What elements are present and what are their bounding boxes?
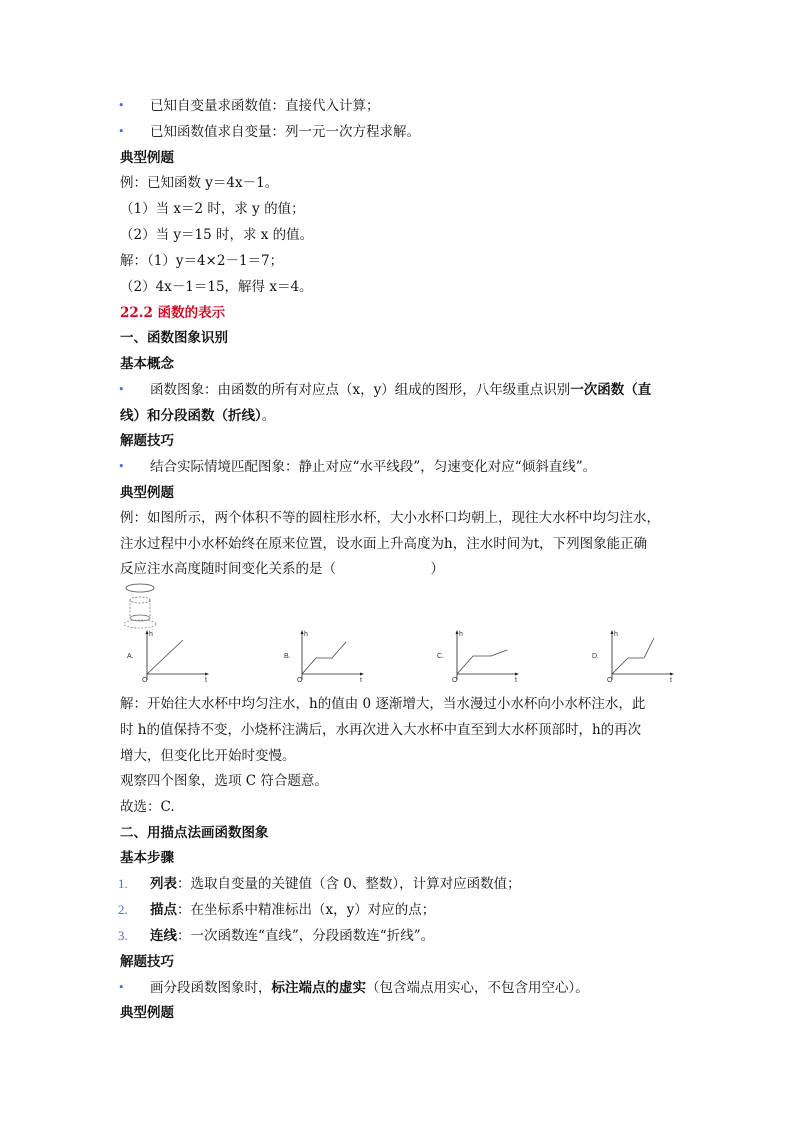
subsection-title: 二、用描点法画函数图象 — [120, 825, 269, 841]
bullet-icon: • — [118, 99, 125, 112]
heading-basic-concept: 基本概念 — [120, 356, 174, 372]
axis-label-h: h — [614, 631, 618, 638]
cups-figure — [118, 582, 168, 632]
graph-option-c — [435, 628, 525, 684]
axis-label-t: t — [515, 677, 517, 684]
axis-label-t: t — [670, 677, 672, 684]
solution-1: 解：（1）y＝4×2－1＝7； — [120, 253, 284, 269]
graph-option-a — [125, 628, 215, 684]
option-label-b: B. — [284, 653, 291, 660]
concept-line: 函数图象：由函数的所有对应点（x，y）组成的图形，八年级重点识别一次函数（直 — [150, 382, 652, 398]
text-line: 已知自变量求函数值：直接代入计算； — [150, 98, 380, 114]
axis-label-h: h — [459, 631, 463, 638]
option-label-d: D. — [592, 653, 599, 660]
graph-option-b — [280, 628, 370, 684]
solution-2: （2）4x－1＝15，解得 x＝4。 — [120, 279, 313, 295]
section-title: 22.2 函数的表示 — [120, 305, 226, 321]
concept-line-cont: 线）和分段函数（折线）。 — [120, 408, 276, 424]
bullet-icon: • — [118, 125, 125, 138]
heading-tips: 解题技巧 — [120, 954, 174, 970]
tip-line: 结合实际情境匹配图象：静止对应“水平线段”，匀速变化对应“倾斜直线”。 — [150, 459, 597, 475]
example-statement: 例：已知函数 y＝4x－1。 — [120, 175, 279, 191]
bullet-icon: • — [118, 981, 125, 994]
bullet-icon: • — [118, 460, 125, 473]
text-line: 已知函数值求自变量：列一元一次方程求解。 — [150, 124, 420, 140]
solution-text: 解：开始往大水杯中均匀注水，h的值由 0 逐渐增大，当水漫过小水杯向小水杯注水，此 — [120, 696, 646, 712]
origin-label: O — [142, 677, 148, 684]
heading-tips: 解题技巧 — [120, 433, 174, 449]
step-number: 3. — [118, 928, 128, 943]
heading-basic-steps: 基本步骤 — [120, 850, 174, 866]
origin-label: O — [452, 677, 458, 684]
subsection-title: 一、函数图象识别 — [120, 330, 228, 346]
bullet-icon: • — [118, 383, 125, 396]
origin-label: O — [297, 677, 303, 684]
step-number: 1. — [118, 876, 128, 891]
solution-text: 增大，但变化比开始时变慢。 — [120, 748, 296, 764]
question-1: （1）当 x＝2 时，求 y 的值； — [120, 201, 305, 217]
axis-label-h: h — [149, 631, 153, 638]
axis-label-t: t — [360, 677, 362, 684]
step-2: 描点：在坐标系中精准标出（x，y）对应的点； — [150, 902, 436, 918]
example-text: 反应注水高度随时间变化关系的是（ ） — [120, 561, 444, 577]
answer: 故选：C. — [120, 799, 175, 815]
solution-text: 时 h的值保持不变，小烧杯注满后，水再次进入大水杯中直至到大水杯顶部时，h的再次 — [120, 722, 642, 738]
axis-label-t: t — [205, 677, 207, 684]
axis-label-h: h — [304, 631, 308, 638]
origin-label: O — [607, 677, 613, 684]
example-text: 注水过程中小水杯始终在原来位置，设水面上升高度为h，注水时间为t，下列图象能正确 — [120, 536, 648, 552]
observation: 观察四个图象，选项 C 符合题意。 — [120, 773, 328, 789]
tip-line: 画分段函数图象时，标注端点的虚实（包含端点用实心，不包含用空心）。 — [150, 980, 589, 996]
step-3: 连线：一次函数连“直线”，分段函数连“折线”。 — [150, 928, 435, 944]
heading-typical-example: 典型例题 — [120, 485, 174, 501]
step-number: 2. — [118, 902, 128, 917]
option-label-c: C. — [437, 653, 444, 660]
question-2: （2）当 y＝15 时，求 x 的值。 — [120, 227, 314, 243]
graph-option-d — [590, 628, 680, 684]
heading-typical-example: 典型例题 — [120, 150, 174, 166]
heading-typical-example: 典型例题 — [120, 1005, 174, 1021]
step-1: 列表：选取自变量的关键值（含 0、整数），计算对应函数值； — [150, 876, 521, 892]
option-label-a: A. — [127, 653, 134, 660]
example-text: 例：如图所示，两个体积不等的圆柱形水杯，大小水杯口均朝上，现往大水杯中均匀注水， — [120, 510, 660, 526]
